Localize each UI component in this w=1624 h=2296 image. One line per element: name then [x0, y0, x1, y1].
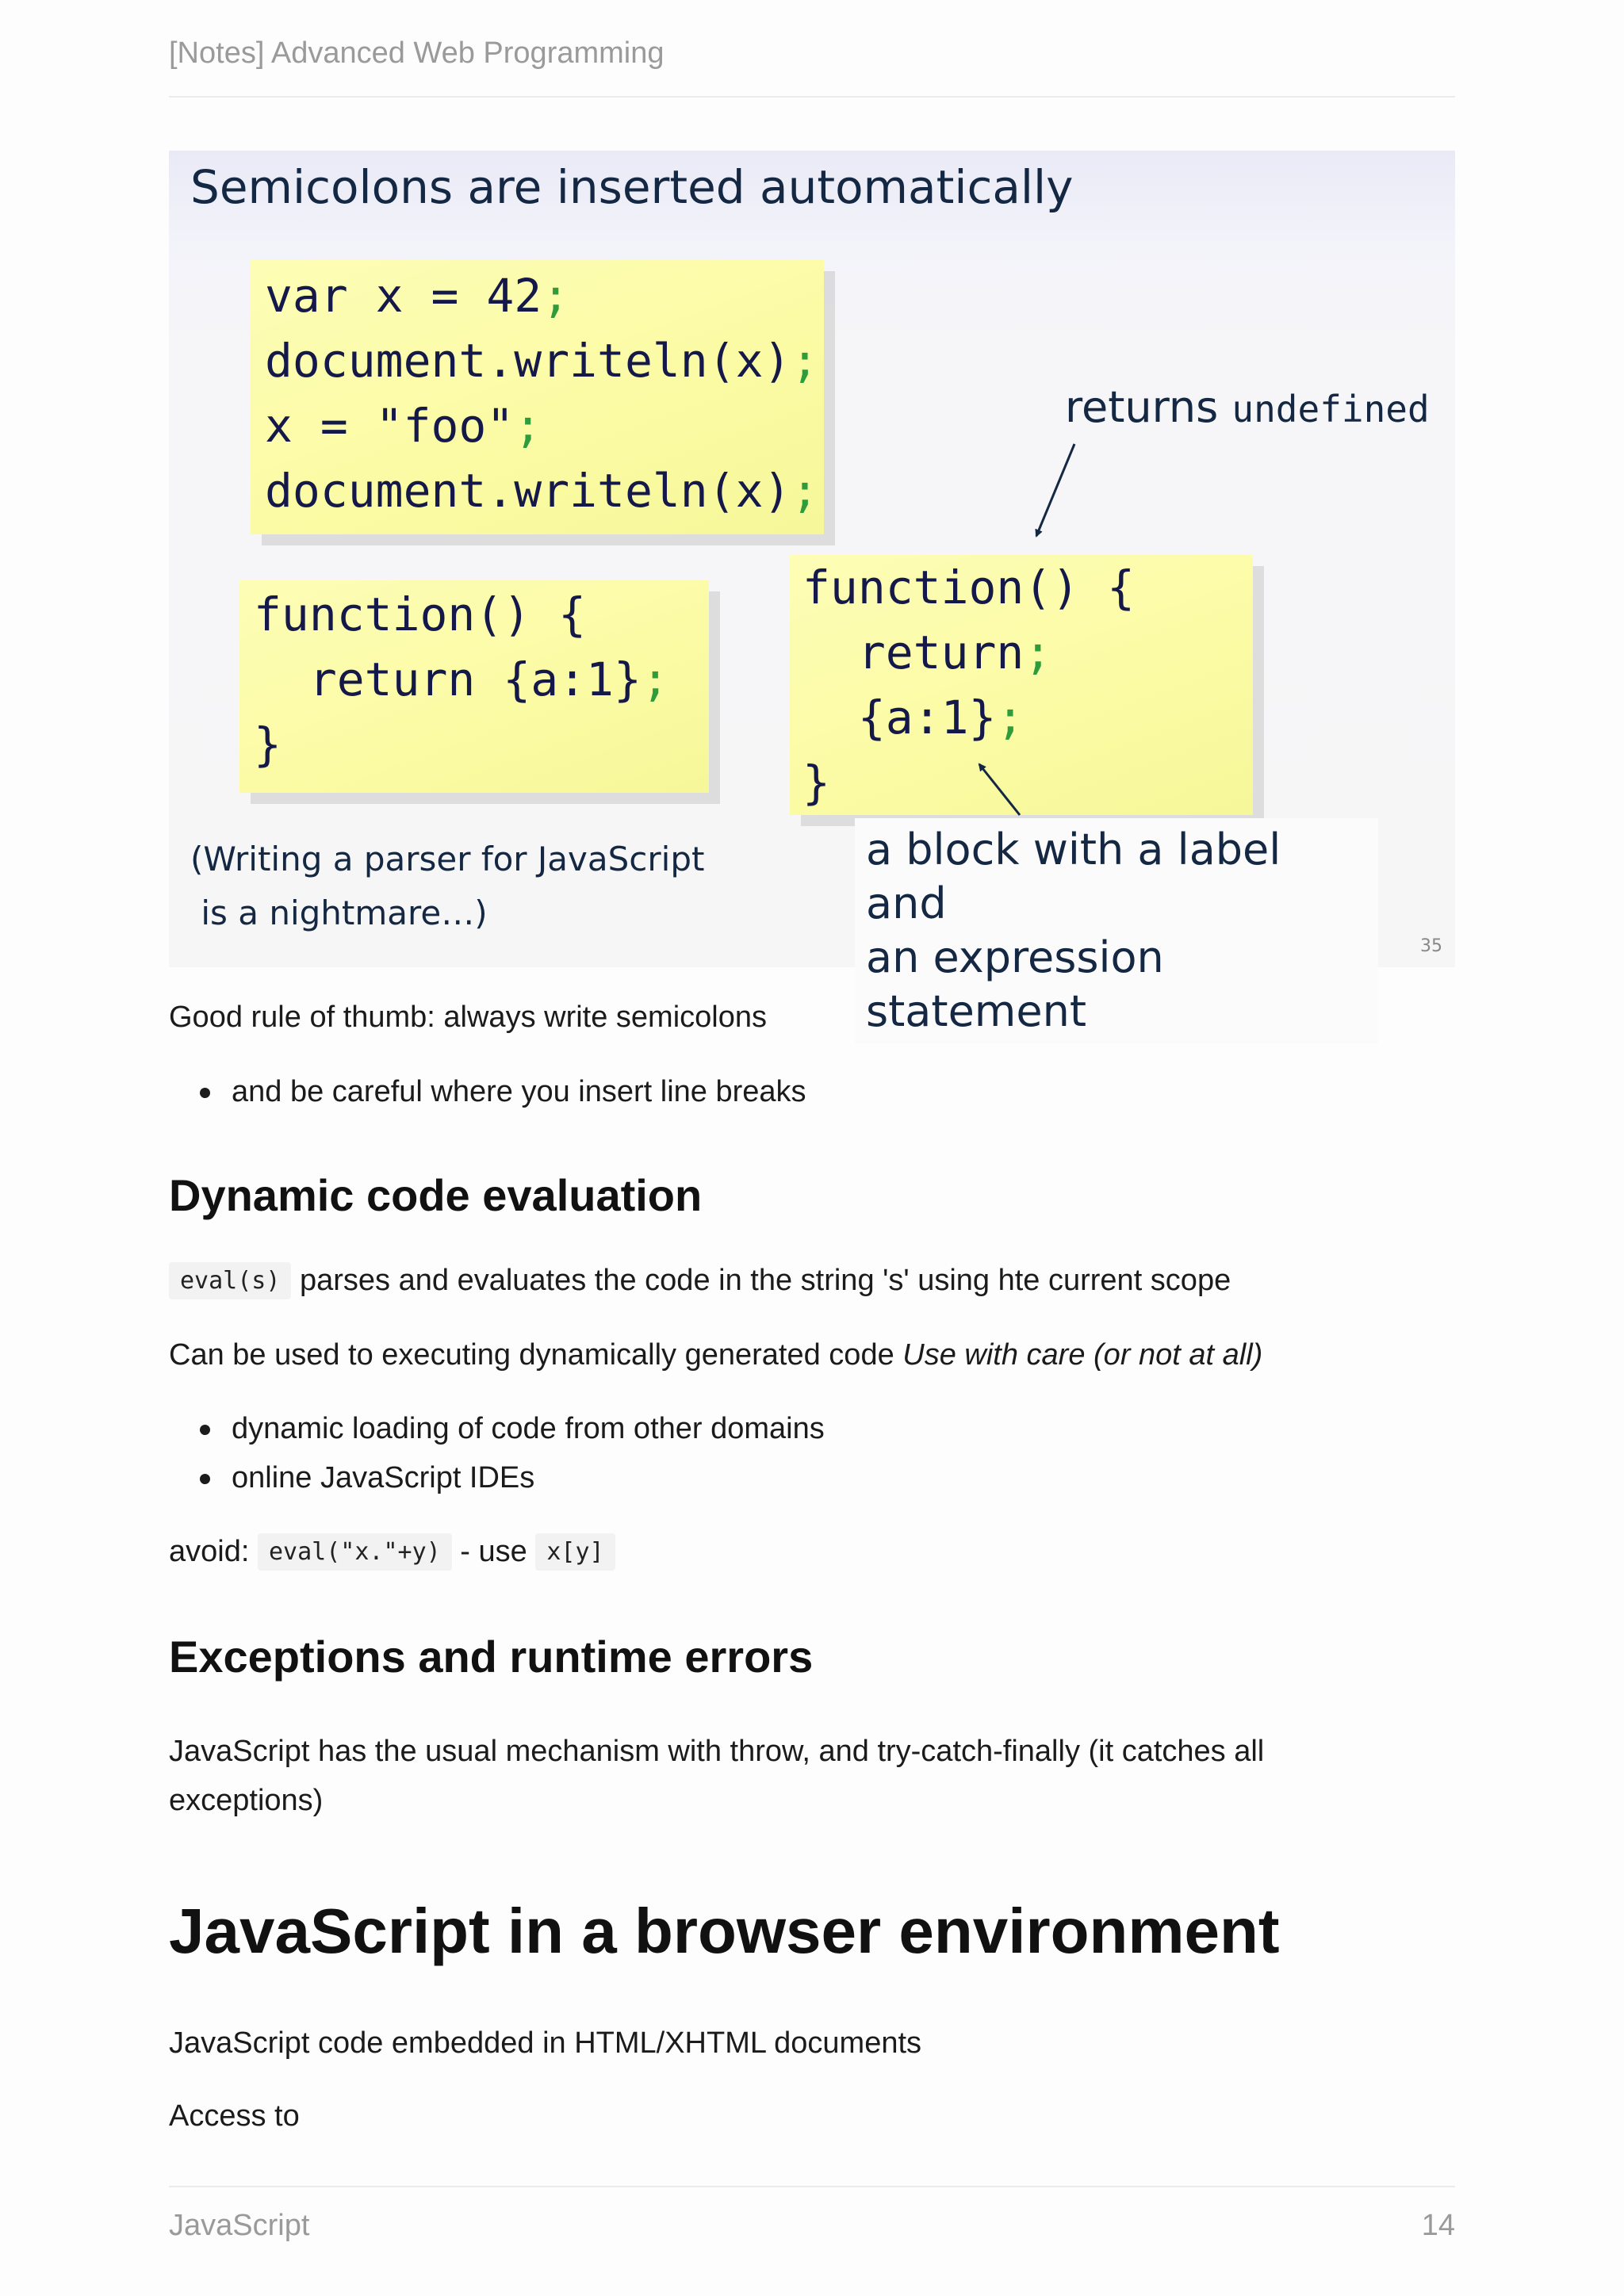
list-item: dynamic loading of code from other domains	[232, 1412, 825, 1445]
exceptions-paragraph: JavaScript has the usual mechanism with throw, and try-catch-finally (it catches all exceptions)	[169, 1735, 1265, 1817]
usage-paragraph: Can be used to executing dynamically generated code Use with care (or not at all)	[169, 1338, 1263, 1372]
page-header: [Notes] Advanced Web Programming	[169, 36, 665, 70]
block-label-note: a block with a label and an expression statement	[855, 818, 1378, 1043]
slide-title: Semicolons are inserted automatically	[190, 160, 1074, 214]
code-line: return {a:1};	[254, 652, 669, 706]
footer-divider	[169, 2186, 1455, 2187]
arrow-to-object-literal	[979, 764, 1020, 815]
code-line: function() {	[254, 587, 587, 641]
code-line: var x = 42;	[265, 269, 570, 323]
heading-dynamic-code-evaluation: Dynamic code evaluation	[169, 1170, 703, 1220]
code-line: {a:1};	[802, 691, 1025, 744]
code-line: }	[254, 718, 282, 771]
returns-undefined-label: returns undefined	[1065, 382, 1430, 432]
avoid-paragraph: avoid: eval("x."+y) - use x[y]	[169, 1535, 615, 1569]
heading-exceptions: Exceptions and runtime errors	[169, 1632, 814, 1682]
embedded-paragraph: JavaScript code embedded in HTML/XHTML documents	[169, 2026, 922, 2060]
heading-browser-environment: JavaScript in a browser environment	[169, 1896, 1280, 1966]
inline-code: eval("x."+y)	[258, 1533, 452, 1571]
footer-section-name: JavaScript	[169, 2209, 310, 2242]
parser-note: (Writing a parser for JavaScript is a nightmare…)	[190, 840, 705, 932]
slide-number: 35	[1420, 936, 1442, 956]
inline-code: x[y]	[535, 1533, 615, 1571]
rule-of-thumb-paragraph: Good rule of thumb: always write semicolons	[169, 1001, 767, 1034]
header-divider	[169, 96, 1455, 98]
page-number: 14	[1421, 2209, 1455, 2242]
code-line: }	[802, 756, 830, 809]
code-line: document.writeln(x);	[265, 334, 819, 388]
code-line: function() {	[802, 561, 1136, 614]
inline-code: eval(s)	[169, 1262, 291, 1299]
eval-paragraph: eval(s) parses and evaluates the code in the string 's' using hte current scope	[169, 1264, 1231, 1298]
list-item: online JavaScript IDEs	[232, 1461, 535, 1494]
code-line: return;	[802, 626, 1052, 679]
access-paragraph: Access to	[169, 2099, 300, 2133]
arrow-to-return	[1036, 444, 1074, 536]
code-line: x = "foo";	[265, 399, 542, 453]
code-line: document.writeln(x);	[265, 464, 819, 518]
list-item: and be careful where you insert line breaks	[232, 1075, 806, 1108]
